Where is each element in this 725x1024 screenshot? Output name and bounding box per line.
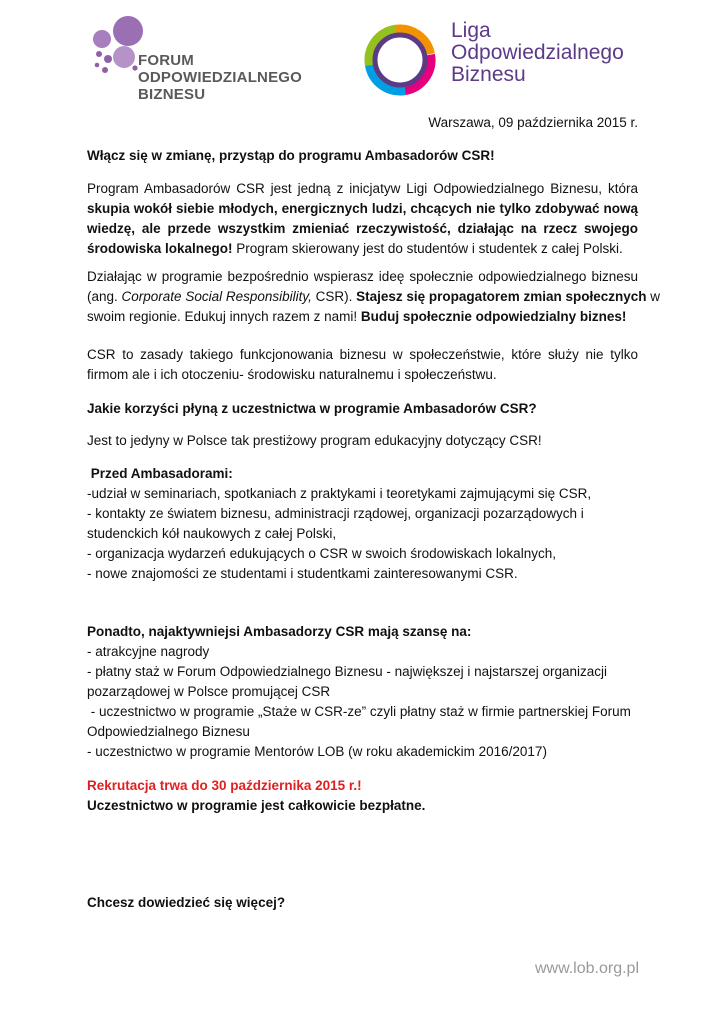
p2-line2-b: CSR). — [311, 289, 357, 304]
p2-line1: Działając w programie bezpośrednio wspierasz ideę społecznie odpowiedzialnego biznesu — [87, 269, 638, 284]
list-item: - uczestnictwo w programie Mentorów LOB (w roku akademickim 2016/2017) — [87, 744, 547, 759]
p3-line1: CSR to zasady takiego funkcjonowania biznesu w społeczeństwie, które służy nie tylko — [87, 347, 638, 362]
paragraph-action — [87, 267, 660, 327]
p2-line2 — [87, 287, 660, 307]
p2-line3-a: swoim regionie. Edukuj innych razem z nami! — [87, 309, 361, 324]
forum-logo-line1: FORUM — [138, 52, 194, 69]
recruitment-deadline: Rekrutacja trwa do 30 października 2015 r.! — [87, 778, 362, 793]
list-item: - płatny staż w Forum Odpowiedzialnego Biznesu - największej i najstarszej organizacji — [87, 664, 607, 679]
p1-line2: skupia wokół siebie młodych, energicznych ludzi, chcących nie tylko zdobywać nową — [87, 201, 638, 216]
p2-line3-bold: Buduj społecznie odpowiedzialny biznes! — [360, 309, 627, 324]
p1-line4-rest: Program skierowany jest do studentów i studentek z całej Polski. — [232, 241, 623, 256]
p2-line2-italic: Corporate Social Responsibility, — [121, 289, 312, 304]
list-item: -udział w seminariach, spotkaniach z praktykami i teoretykami zajmującymi się CSR, — [87, 486, 592, 501]
liga-logo-line1: Liga — [451, 19, 491, 42]
p2-line2-c: w — [646, 289, 660, 304]
liga-logo-line2: Odpowiedzialnego — [451, 41, 624, 64]
list-item: studenckich kół naukowych z całej Polski, — [87, 526, 337, 541]
p1-line1: Program Ambasadorów CSR jest jedną z inicjatyw Ligi Odpowiedzialnego Biznesu, która — [87, 181, 638, 196]
footer-url[interactable]: www.lob.org.pl — [534, 960, 639, 977]
forum-logo-line3: BIZNESU — [138, 86, 206, 103]
paragraph-unique: Jest to jedyny w Polsce tak prestiżowy program edukacyjny dotyczący CSR! — [87, 433, 542, 448]
list-item: - atrakcyjne nagrody — [87, 644, 210, 659]
list-item: Odpowiedzialnego Biznesu — [87, 724, 250, 739]
heading-benefits: Jakie korzyści płyną z uczestnictwa w programie Ambasadorów CSR? — [87, 401, 537, 416]
section-before-ambassadors — [87, 464, 638, 584]
list-item: - kontakty ze światem biznesu, administracji rządowej, organizacji pozarządowych i — [87, 506, 584, 521]
p1-line4-bold: środowiska lokalnego! — [87, 241, 233, 256]
p1-line3: wiedzę, ale przede wszystkim zmieniać rzeczywistość, działając na rzecz swojego — [87, 221, 638, 236]
p2-line3 — [87, 307, 638, 327]
list-item: - nowe znajomości ze studentami i studentkami zainteresowanymi CSR. — [87, 566, 518, 581]
p3-line2: firmom ale i ich otoczeniu- środowisku naturalnemu i społeczeństwu. — [87, 367, 497, 382]
p2-line2-bold: Stajesz się propagatorem zmian społecznych — [356, 289, 647, 304]
before-title: Przed Ambasadorami: — [87, 466, 233, 481]
list-item: pozarządowej w Polsce promującej CSR — [87, 684, 331, 699]
paragraph-csr-definition — [87, 345, 638, 385]
free-participation: Uczestnictwo w programie jest całkowicie bezpłatne. — [87, 798, 426, 813]
liga-ring-icon — [358, 18, 442, 102]
p2-line2-a: (ang. — [87, 289, 122, 304]
chances-title: Ponadto, najaktywniejsi Ambasadorzy CSR mają szansę na: — [87, 624, 472, 639]
liga-logo-line3: Biznesu — [451, 63, 526, 86]
more-info-question: Chcesz dowiedzieć się więcej? — [87, 895, 286, 910]
forum-logo-line2: ODPOWIEDZIALNEGO — [138, 69, 303, 86]
forum-logo-text — [138, 52, 302, 103]
p1-line4 — [87, 239, 638, 259]
section-chances — [87, 622, 638, 762]
heading-join: Włącz się w zmianę, przystąp do programu Ambasadorów CSR! — [87, 148, 495, 163]
paragraph-program — [87, 179, 638, 259]
section-recruitment — [87, 776, 638, 816]
letter-date: Warszawa, 09 października 2015 r. — [428, 115, 638, 130]
list-item: - organizacja wydarzeń edukujących o CSR w swoich środowiskach lokalnych, — [87, 546, 556, 561]
liga-logo-text — [451, 20, 624, 86]
list-item: - uczestnictwo w programie „Staże w CSR-ze” czyli płatny staż w firmie partnerskiej Forum — [87, 704, 631, 719]
